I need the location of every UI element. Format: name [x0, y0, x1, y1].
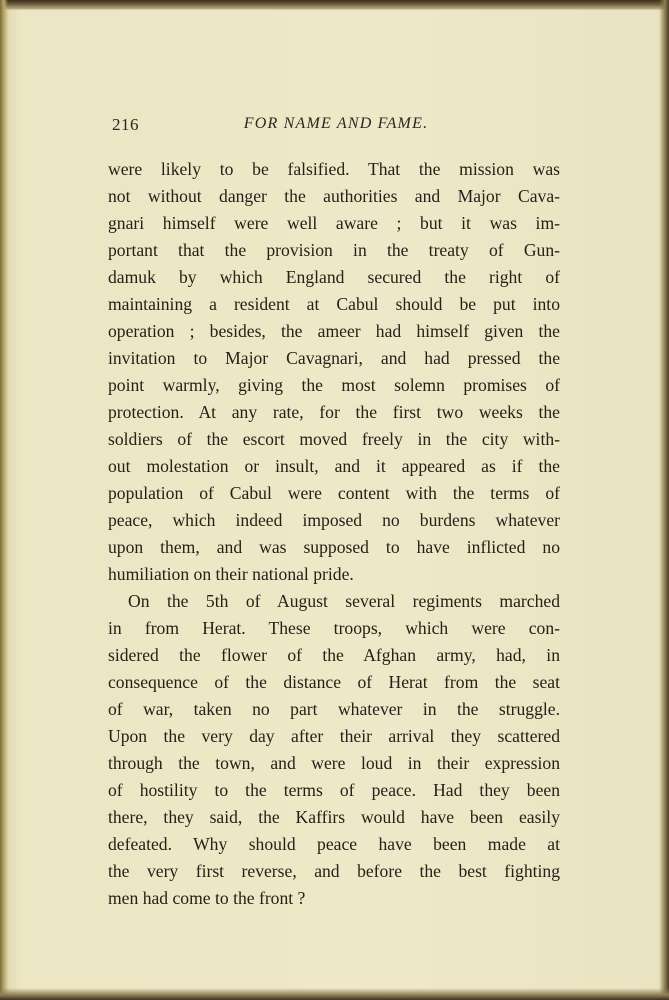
text-line: consequence of the distance of Herat from the seat — [108, 672, 560, 692]
text-line: upon them, and was supposed to have inflicted no — [108, 537, 560, 557]
body-text — [108, 156, 560, 912]
paragraph-end-line: humiliation on their national pride. — [108, 564, 354, 584]
page-bottom-edge — [0, 988, 669, 1000]
text-line: in from Herat. These troops, which were con- — [108, 618, 560, 638]
text-line: the very first reverse, and before the best fighting — [108, 861, 560, 881]
page-right-edge — [659, 0, 669, 1000]
text-line: out molestation or insult, and it appeared as if the — [108, 456, 560, 476]
paragraph-end-line: men had come to the front ? — [108, 888, 306, 908]
text-line: maintaining a resident at Cabul should be put into — [108, 294, 560, 314]
text-line: Upon the very day after their arrival they scattered — [108, 726, 560, 746]
text-line: sidered the flower of the Afghan army, had, in — [108, 645, 560, 665]
text-line: point warmly, giving the most solemn promises of — [108, 375, 560, 395]
text-line: through the town, and were loud in their expression — [108, 753, 560, 773]
text-line: operation ; besides, the ameer had himself given the — [108, 321, 560, 341]
text-line: peace, which indeed imposed no burdens whatever — [108, 510, 560, 530]
text-line: population of Cabul were content with the terms of — [108, 483, 560, 503]
page-top-edge — [0, 0, 669, 10]
text-line: protection. At any rate, for the first two weeks the — [108, 402, 560, 422]
page-number: 216 — [112, 115, 139, 134]
text-line: gnari himself were well aware ; but it was im- — [108, 213, 560, 233]
text-line: of war, taken no part whatever in the struggle. — [108, 699, 560, 719]
text-line: invitation to Major Cavagnari, and had pressed the — [108, 348, 560, 368]
text-line: defeated. Why should peace have been made at — [108, 834, 560, 854]
text-line: not without danger the authorities and Major Cava- — [108, 186, 560, 206]
text-line: soldiers of the escort moved freely in the city with- — [108, 429, 560, 449]
page-gutter-edge — [0, 0, 8, 1000]
page-header — [112, 112, 560, 138]
text-line: portant that the provision in the treaty of Gun- — [108, 240, 560, 260]
running-head: FOR NAME AND FAME. — [243, 115, 429, 132]
text-line: damuk by which England secured the right of — [108, 267, 560, 287]
paragraph-start-line: On the 5th of August several regiments marched — [128, 591, 560, 611]
text-line: there, they said, the Kaffirs would have been easily — [108, 807, 560, 827]
text-line: of hostility to the terms of peace. Had they been — [108, 780, 560, 800]
text-line: were likely to be falsified. That the mission was — [108, 159, 560, 179]
